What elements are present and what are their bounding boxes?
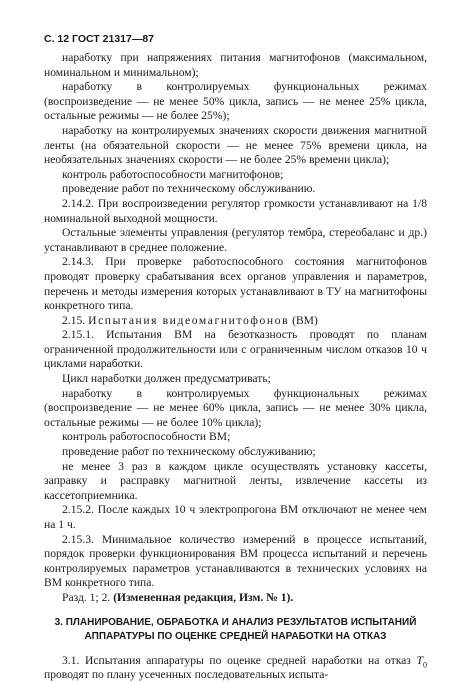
paragraph: 2.14.2. При воспроизведении регулятор громкости устанавливают на 1/8 номинальной выходной мощности. <box>44 196 427 225</box>
subsection-heading-2-15 <box>44 314 427 329</box>
paragraph: 2.14.3. При проверке работоспособного состояния магнитофонов проводят проверку срабатывания всех органов управления и параметров, перечень и методы измерения которых устанавливают в ТУ на магнитофоны конкретного типа. <box>44 255 427 313</box>
paragraph: 2.15.3. Минимальное количество измерений в процессе испытаний, порядок проверки функционирования ВМ процесса испытаний и перечень контролируемых параметров устанавливаются в технических условиях на ВМ конкретного типа. <box>44 532 427 590</box>
para-3-1-after: проводят по плану усеченных последовательных испыта- <box>44 668 329 682</box>
heading-title: Испытания видеомагнитофонов <box>88 313 290 327</box>
paragraph: не менее 3 раз в каждом цикле осуществлять установку кассеты, заправку и расправку магнитной ленты, извлечение кассеты из кассетоприемника. <box>44 459 427 502</box>
paragraph: наработку при напряжениях питания магнитофонов (максимальном, номинальном и минимальном); <box>44 51 427 79</box>
paragraph: 2.15.1. Испытания ВМ на безотказность проводят по планам ограниченной продолжительности или с ограниченным числом отказов 10 ч циклами наработки. <box>44 328 427 371</box>
paragraph: проведение работ по техническому обслуживанию. <box>62 182 316 196</box>
amendment-note <box>44 591 427 606</box>
var-T: T <box>416 653 423 667</box>
para-3-1-before: 3.1. Испытания аппаратуры по оценке средней наработки на отказ <box>62 653 417 667</box>
var-subscript: 0 <box>423 659 427 669</box>
paragraph: Цикл наработки должен предусматривать; <box>62 372 271 386</box>
paragraph: наработку в контролируемых функциональных режимах (воспроизведение — не менее 60% цикла, запись — не менее 30% цикла, остальные режимы — не более 10% цикла); <box>44 386 427 429</box>
paragraph: контроль работоспособности ВМ; <box>62 430 231 444</box>
paragraph: наработку на контролируемых значениях скорости движения магнитной ленты (на обязательной скорости — не менее 75% времени цикла, на необязательных значениях скорости — не более 25% времени цикла); <box>44 123 427 167</box>
paragraph-3-1 <box>44 654 427 683</box>
heading-suffix: (ВМ) <box>292 313 318 327</box>
page-header: С. 12 ГОСТ 21317—87 <box>44 33 155 45</box>
heading-number: 2.15. <box>62 313 86 327</box>
paragraph: проведение работ по техническому обслуживанию; <box>62 445 316 459</box>
section-3-title: 3. ПЛАНИРОВАНИЕ, ОБРАБОТКА И АНАЛИЗ РЕЗУЛЬТАТОВ ИСПЫТАНИЙ АППАРАТУРЫ ПО ОЦЕНКЕ СРЕДНЕЙ НАРАБОТКИ НА ОТКАЗ <box>54 616 417 642</box>
amendment-prefix: Разд. 1; 2. <box>62 590 111 604</box>
paragraph: 2.15.2. После каждых 10 ч электропрогона ВМ отключают не менее чем на 1 ч. <box>44 503 427 531</box>
paragraph: Остальные элементы управления (регулятор тембра, стереобаланс и др.) устанавливают в среднее положение. <box>44 226 427 254</box>
paragraph: наработку в контролируемых функциональных режимах (воспроизведение — не менее 50% цикла, запись — не менее 25% цикла, остальные режимы — не более 25%); <box>44 80 427 123</box>
amendment-bold: (Измененная редакция, Изм. № 1). <box>113 590 294 604</box>
paragraph: контроль работоспособности магнитофонов; <box>62 167 284 181</box>
